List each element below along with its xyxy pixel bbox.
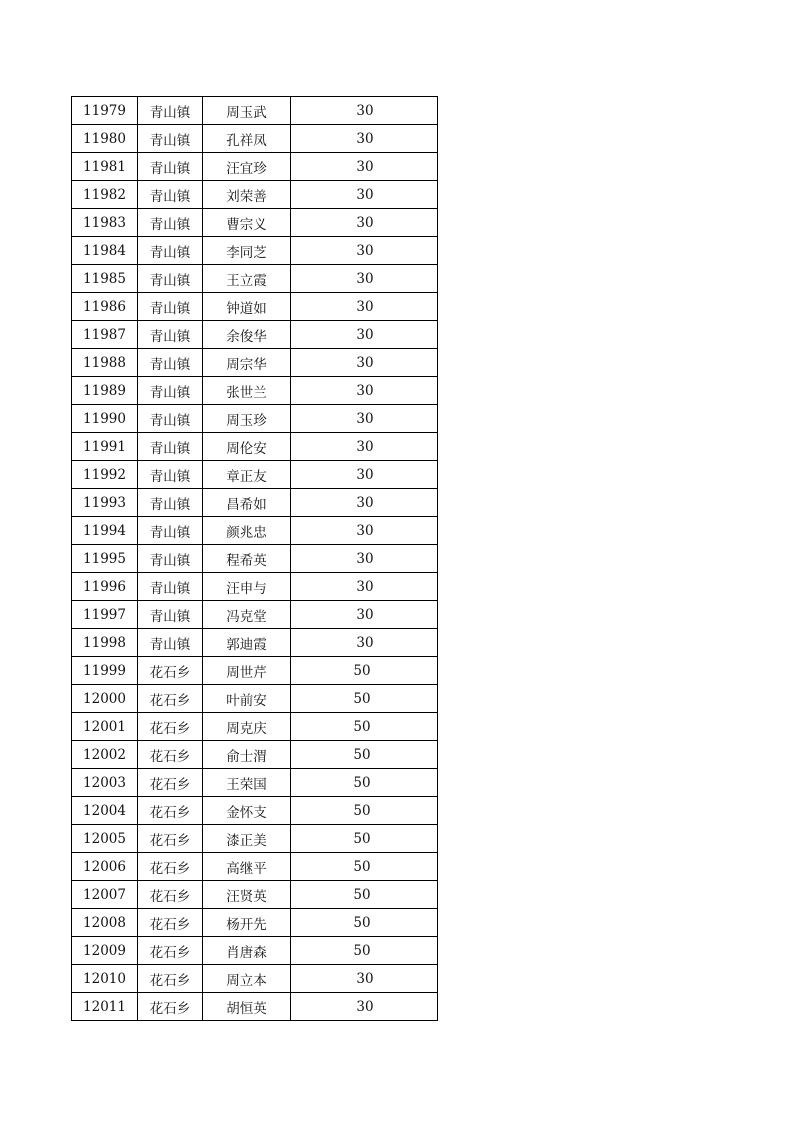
cell-id: 11997	[72, 601, 138, 629]
cell-town: 花石乡	[138, 685, 203, 713]
cell-amount: 50	[291, 741, 438, 769]
cell-id: 11983	[72, 209, 138, 237]
table-row	[72, 545, 438, 573]
table-row	[72, 321, 438, 349]
cell-town: 青山镇	[138, 573, 203, 601]
cell-town: 青山镇	[138, 293, 203, 321]
cell-amount: 30	[291, 461, 438, 489]
cell-town: 花石乡	[138, 881, 203, 909]
cell-town: 花石乡	[138, 769, 203, 797]
cell-name: 叶前安	[203, 685, 291, 713]
table-row	[72, 993, 438, 1021]
cell-name: 章正友	[203, 461, 291, 489]
table-row	[72, 573, 438, 601]
table-row	[72, 237, 438, 265]
cell-id: 11990	[72, 405, 138, 433]
cell-amount: 30	[291, 629, 438, 657]
cell-id: 11988	[72, 349, 138, 377]
cell-name: 程希英	[203, 545, 291, 573]
cell-name: 周伦安	[203, 433, 291, 461]
cell-amount: 30	[291, 153, 438, 181]
table-row	[72, 825, 438, 853]
cell-name: 肖唐森	[203, 937, 291, 965]
cell-town: 花石乡	[138, 657, 203, 685]
cell-id: 12007	[72, 881, 138, 909]
cell-amount: 30	[291, 321, 438, 349]
table-row	[72, 853, 438, 881]
cell-town: 青山镇	[138, 629, 203, 657]
table-body	[72, 97, 438, 1021]
cell-id: 11982	[72, 181, 138, 209]
cell-name: 李同芝	[203, 237, 291, 265]
table-row	[72, 601, 438, 629]
cell-id: 12010	[72, 965, 138, 993]
table-row	[72, 685, 438, 713]
cell-amount: 30	[291, 265, 438, 293]
cell-name: 颜兆忠	[203, 517, 291, 545]
cell-amount: 30	[291, 181, 438, 209]
cell-town: 青山镇	[138, 517, 203, 545]
table-row	[72, 209, 438, 237]
table-row	[72, 125, 438, 153]
cell-amount: 30	[291, 125, 438, 153]
cell-name: 周宗华	[203, 349, 291, 377]
cell-id: 11989	[72, 377, 138, 405]
cell-town: 花石乡	[138, 853, 203, 881]
cell-town: 青山镇	[138, 461, 203, 489]
cell-amount: 30	[291, 237, 438, 265]
cell-amount: 30	[291, 965, 438, 993]
cell-name: 余俊华	[203, 321, 291, 349]
cell-name: 周玉武	[203, 97, 291, 125]
cell-id: 11993	[72, 489, 138, 517]
cell-id: 12002	[72, 741, 138, 769]
table-row	[72, 965, 438, 993]
cell-name: 汪申与	[203, 573, 291, 601]
cell-amount: 30	[291, 489, 438, 517]
cell-town: 青山镇	[138, 405, 203, 433]
cell-town: 青山镇	[138, 181, 203, 209]
cell-name: 周世芹	[203, 657, 291, 685]
cell-town: 青山镇	[138, 349, 203, 377]
cell-name: 郭迪霞	[203, 629, 291, 657]
table-row	[72, 461, 438, 489]
cell-amount: 30	[291, 209, 438, 237]
table-row	[72, 265, 438, 293]
cell-amount: 30	[291, 433, 438, 461]
table-row	[72, 797, 438, 825]
cell-id: 11985	[72, 265, 138, 293]
cell-amount: 30	[291, 377, 438, 405]
table-row	[72, 937, 438, 965]
table-row	[72, 657, 438, 685]
cell-town: 青山镇	[138, 237, 203, 265]
cell-name: 周立本	[203, 965, 291, 993]
cell-amount: 50	[291, 657, 438, 685]
cell-amount: 30	[291, 405, 438, 433]
cell-name: 金怀支	[203, 797, 291, 825]
table-row	[72, 377, 438, 405]
cell-town: 青山镇	[138, 265, 203, 293]
cell-id: 11984	[72, 237, 138, 265]
cell-town: 青山镇	[138, 97, 203, 125]
cell-amount: 50	[291, 881, 438, 909]
cell-town: 花石乡	[138, 909, 203, 937]
cell-name: 胡恒英	[203, 993, 291, 1021]
cell-amount: 30	[291, 573, 438, 601]
table-row	[72, 881, 438, 909]
cell-name: 汪宜珍	[203, 153, 291, 181]
cell-amount: 50	[291, 825, 438, 853]
cell-amount: 50	[291, 909, 438, 937]
cell-name: 周玉珍	[203, 405, 291, 433]
cell-name: 高继平	[203, 853, 291, 881]
cell-town: 青山镇	[138, 209, 203, 237]
cell-name: 孔祥凤	[203, 125, 291, 153]
cell-town: 花石乡	[138, 965, 203, 993]
table-row	[72, 153, 438, 181]
table-row	[72, 909, 438, 937]
cell-id: 12000	[72, 685, 138, 713]
table-row	[72, 433, 438, 461]
cell-id: 12001	[72, 713, 138, 741]
cell-id: 11991	[72, 433, 138, 461]
cell-town: 青山镇	[138, 321, 203, 349]
cell-town: 青山镇	[138, 153, 203, 181]
cell-name: 汪贤英	[203, 881, 291, 909]
cell-id: 11999	[72, 657, 138, 685]
cell-amount: 30	[291, 601, 438, 629]
cell-id: 12003	[72, 769, 138, 797]
cell-amount: 50	[291, 853, 438, 881]
table-row	[72, 489, 438, 517]
cell-amount: 30	[291, 545, 438, 573]
cell-name: 昌希如	[203, 489, 291, 517]
cell-id: 11986	[72, 293, 138, 321]
cell-name: 张世兰	[203, 377, 291, 405]
cell-amount: 50	[291, 769, 438, 797]
table-row	[72, 517, 438, 545]
cell-amount: 30	[291, 349, 438, 377]
cell-town: 花石乡	[138, 713, 203, 741]
cell-name: 漆正美	[203, 825, 291, 853]
cell-amount: 30	[291, 517, 438, 545]
table-row	[72, 349, 438, 377]
cell-id: 12008	[72, 909, 138, 937]
table-row	[72, 405, 438, 433]
cell-id: 11998	[72, 629, 138, 657]
cell-id: 12006	[72, 853, 138, 881]
cell-name: 俞士渭	[203, 741, 291, 769]
cell-town: 花石乡	[138, 797, 203, 825]
cell-amount: 30	[291, 97, 438, 125]
cell-name: 杨开先	[203, 909, 291, 937]
cell-id: 11979	[72, 97, 138, 125]
cell-town: 花石乡	[138, 741, 203, 769]
table-row	[72, 769, 438, 797]
cell-town: 花石乡	[138, 825, 203, 853]
cell-name: 刘荣善	[203, 181, 291, 209]
cell-amount: 50	[291, 937, 438, 965]
cell-name: 周克庆	[203, 713, 291, 741]
cell-name: 王荣国	[203, 769, 291, 797]
cell-id: 12004	[72, 797, 138, 825]
cell-amount: 50	[291, 685, 438, 713]
cell-id: 11995	[72, 545, 138, 573]
table-row	[72, 97, 438, 125]
cell-name: 钟道如	[203, 293, 291, 321]
cell-id: 11994	[72, 517, 138, 545]
cell-name: 冯克堂	[203, 601, 291, 629]
cell-id: 11981	[72, 153, 138, 181]
data-table	[71, 96, 438, 1021]
cell-amount: 50	[291, 797, 438, 825]
cell-town: 青山镇	[138, 601, 203, 629]
cell-id: 11996	[72, 573, 138, 601]
table-row	[72, 181, 438, 209]
cell-id: 12005	[72, 825, 138, 853]
cell-town: 青山镇	[138, 433, 203, 461]
cell-town: 青山镇	[138, 377, 203, 405]
cell-town: 青山镇	[138, 545, 203, 573]
cell-amount: 30	[291, 993, 438, 1021]
cell-id: 12009	[72, 937, 138, 965]
cell-amount: 50	[291, 713, 438, 741]
table-row	[72, 741, 438, 769]
cell-town: 青山镇	[138, 489, 203, 517]
cell-id: 11980	[72, 125, 138, 153]
cell-amount: 30	[291, 293, 438, 321]
table-row	[72, 713, 438, 741]
table-row	[72, 293, 438, 321]
cell-town: 青山镇	[138, 125, 203, 153]
cell-id: 11992	[72, 461, 138, 489]
cell-name: 曹宗义	[203, 209, 291, 237]
cell-town: 花石乡	[138, 993, 203, 1021]
cell-town: 花石乡	[138, 937, 203, 965]
table-row	[72, 629, 438, 657]
cell-id: 11987	[72, 321, 138, 349]
cell-name: 王立霞	[203, 265, 291, 293]
cell-id: 12011	[72, 993, 138, 1021]
